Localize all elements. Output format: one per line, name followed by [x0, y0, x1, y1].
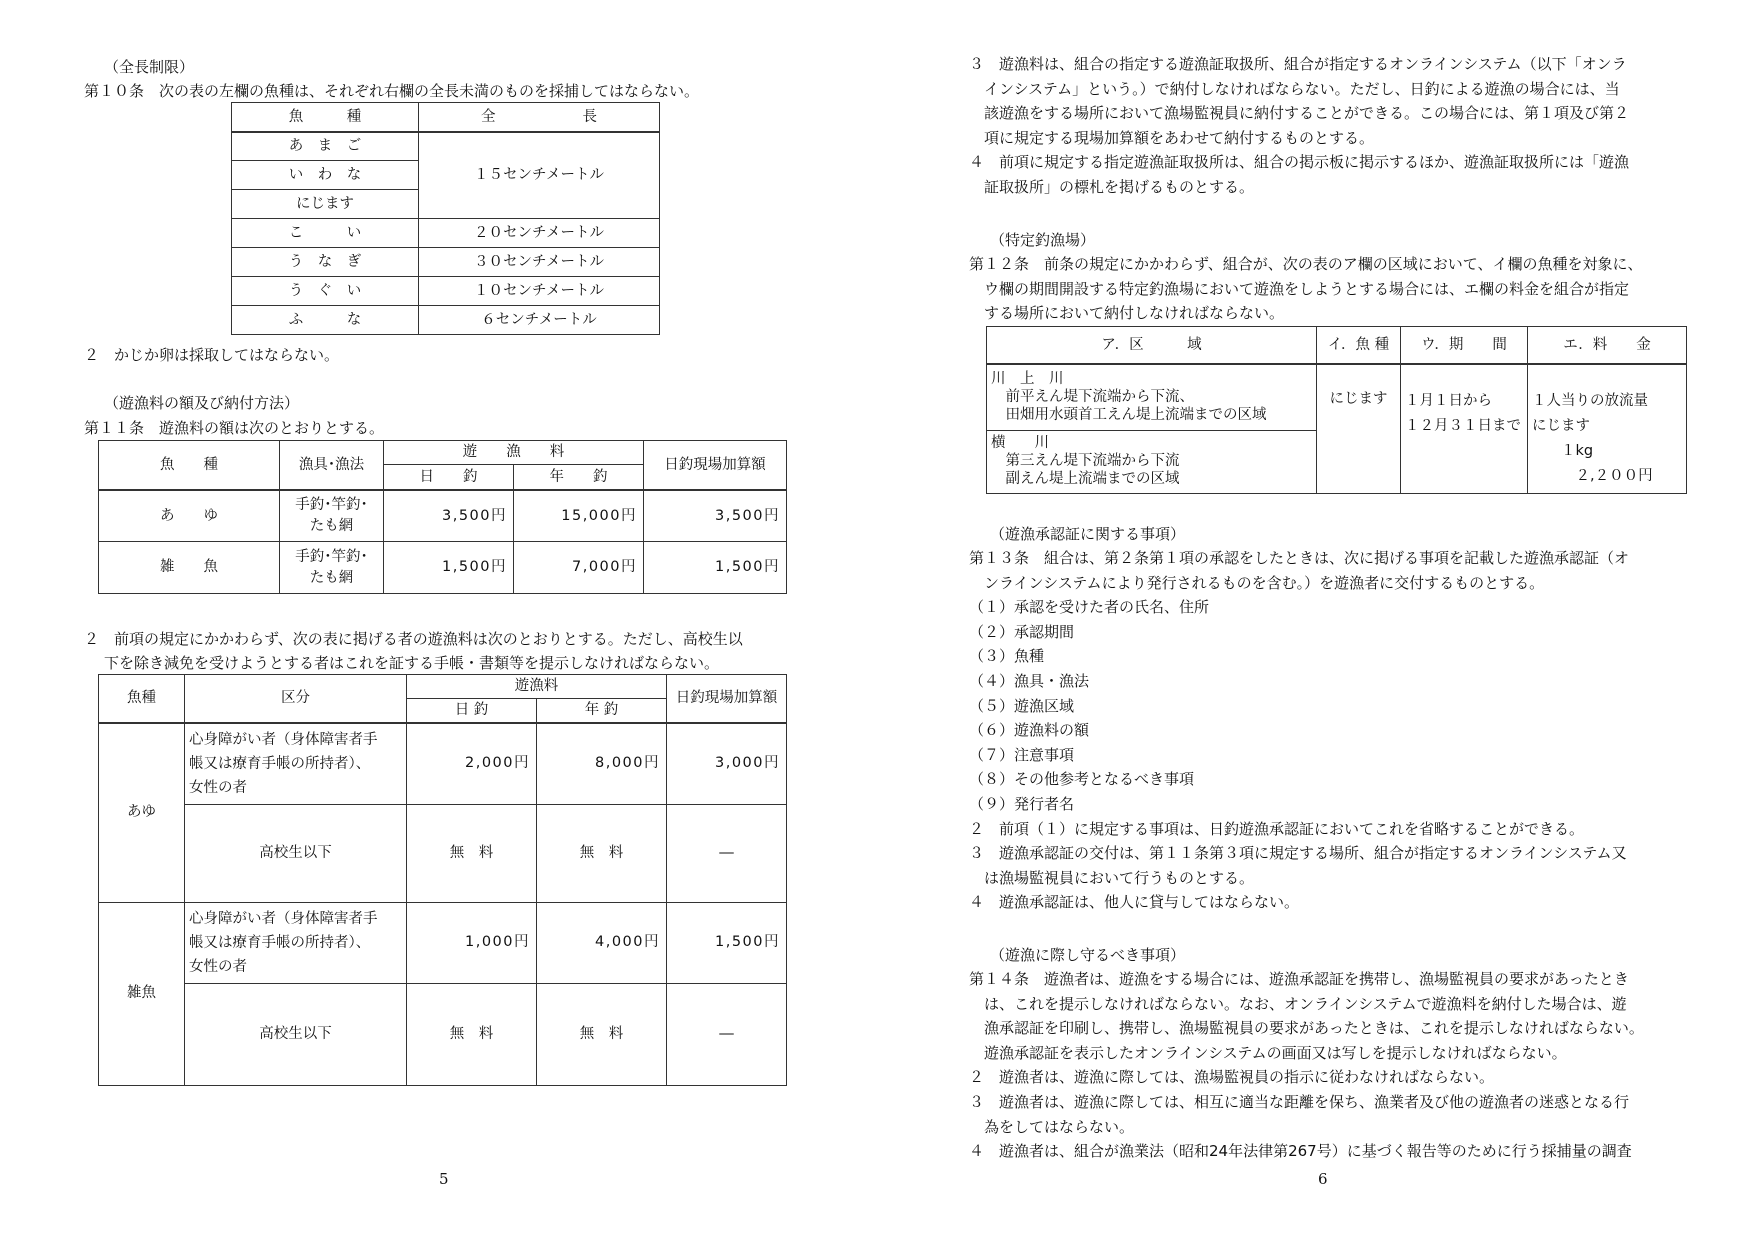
- category-cell: 心身障がい者（身体障害者手 帳又は療育手帳の所持者）、 女性の者: [185, 902, 407, 983]
- species-cell: こ い: [232, 219, 419, 248]
- header-length: 全 長: [419, 103, 660, 132]
- art11-para2-line2: 下を除き減免を受けようとする者はこれを証する手帳・書類等を提示しなければならない。: [104, 654, 720, 672]
- category-cell: 高校生以下: [185, 983, 407, 1085]
- header-daily: 日 釣: [407, 699, 537, 723]
- length-cell: ６センチメートル: [419, 306, 660, 335]
- annual-fee-cell: 無 料: [537, 804, 667, 902]
- art14-text: 第１４条 遊漁者は、遊漁をする場合には、遊漁承認証を携帯し、漁場監視員の要求があったとき は、これを提示しなければならない。なお、オンラインシステムで遊漁料を納付した場合は、遊 漁承認証を印刷し、携帯し、漁場監視員の要求があったときは、これを提示しなければならない。 遊漁承認証を表示したオンラインシステムの画面又は写しを提示しなければならない。 ２ 遊漁者は、遊漁に際しては、漁場監視員の指示に従わなければならない。 ３ 遊漁者は、遊漁に際しては、相互に適当な距離を保ち、漁業者及び他の遊漁者の迷惑となる行 為をしてはならない。 ４ 遊漁者は、組合が漁業法（昭和24年法律第267号）に基づく報告等のために行う採捕量の調査: [969, 970, 1644, 1161]
- art11-reduction-table: [98, 674, 787, 1086]
- extra-fee-cell: 3,000円: [667, 723, 787, 805]
- length-cell: １０センチメートル: [419, 277, 660, 306]
- art11-text: 第１１条 遊漁料の額は次のとおりとする。: [84, 419, 385, 437]
- species-cell: あ ま ご: [232, 132, 419, 161]
- list-item: （９）発行者名: [969, 794, 1075, 813]
- daily-fee-cell: 2,000円: [407, 723, 537, 805]
- header-fee: 遊 漁 料: [384, 441, 644, 465]
- table-row: [99, 804, 787, 902]
- header-category: 区分: [185, 675, 407, 723]
- header-period: ウ．期 間: [1401, 327, 1528, 364]
- species-cell: にじます: [232, 190, 419, 219]
- art10-para2: ２ かじか卵は採取してはならない。: [84, 346, 340, 364]
- fee-cell: １人当りの放流量 にじます １kg ２,２００円: [1528, 364, 1687, 494]
- art14-heading: （遊漁に際し守るべき事項）: [990, 946, 1186, 964]
- period-cell: １月１日から １２月３１日まで: [1401, 364, 1528, 494]
- extra-fee-cell: ―: [667, 804, 787, 902]
- gear-cell: 手釣･竿釣･ たも網: [280, 542, 384, 594]
- art12-special-area-table: [986, 326, 1687, 494]
- list-item: （５）遊漁区域: [969, 696, 1075, 715]
- table-row: [987, 364, 1687, 431]
- table-row: [99, 983, 787, 1085]
- list-item: （７）注意事項: [969, 745, 1075, 764]
- species-cell: 雑魚: [99, 902, 185, 1085]
- category-cell: 心身障がい者（身体障害者手 帳又は療育手帳の所持者）、 女性の者: [185, 723, 407, 805]
- header-gear: 漁具･漁法: [280, 441, 384, 490]
- art11-fee-table: [98, 440, 787, 594]
- length-cell: １５センチメートル: [419, 132, 660, 219]
- art11-heading: （遊漁料の額及び納付方法）: [104, 394, 300, 412]
- header-species: 魚 種: [232, 103, 419, 132]
- category-cell: 高校生以下: [185, 804, 407, 902]
- list-item: （８）その他参考となるべき事項: [969, 770, 1195, 789]
- header-fee: エ．料 金: [1528, 327, 1687, 364]
- extra-fee-cell: 1,500円: [667, 902, 787, 983]
- area-cell: 川 上 川 前平えん堤下流端から下流、 田畑用水頭首工えん堤上流端までの区域: [987, 364, 1317, 431]
- daily-fee-cell: 1,000円: [407, 902, 537, 983]
- art12-text: 第１２条 前条の規定にかかわらず、組合が、次の表のア欄の区域において、イ欄の魚種を対象に、 ウ欄の期間開設する特定釣漁場において遊漁をしようとする場合には、エ欄の料金を組合が指定 する場所において納付しなければならない。: [969, 255, 1643, 323]
- header-extra: 日釣現場加算額: [644, 441, 787, 490]
- header-daily: 日 釣: [384, 465, 514, 490]
- table-row: [99, 490, 787, 542]
- species-cell: 雑 魚: [99, 542, 280, 594]
- page-number-left: 5: [439, 1170, 449, 1188]
- species-cell: あゆ: [99, 723, 185, 903]
- annual-fee-cell: 無 料: [537, 983, 667, 1085]
- species-cell: にじます: [1317, 364, 1401, 494]
- annual-fee-cell: 7,000円: [514, 542, 644, 594]
- extra-fee-cell: ―: [667, 983, 787, 1085]
- art13-heading: （遊漁承認証に関する事項）: [990, 525, 1186, 543]
- species-cell: う ぐ い: [232, 277, 419, 306]
- art11-para2-line1: ２ 前項の規定にかかわらず、次の表に掲げる者の遊漁料は次のとおりとする。ただし、高校生以: [84, 630, 743, 648]
- daily-fee-cell: 3,500円: [384, 490, 514, 542]
- daily-fee-cell: 無 料: [407, 983, 537, 1085]
- daily-fee-cell: 1,500円: [384, 542, 514, 594]
- length-cell: ３０センチメートル: [419, 248, 660, 277]
- art10-length-table: [231, 102, 660, 335]
- header-area: ア．区 域: [987, 327, 1317, 364]
- art10-heading: （全長制限）: [104, 58, 195, 76]
- table-row: [99, 902, 787, 983]
- header-fee: 遊漁料: [407, 675, 667, 699]
- list-item: （３）魚種: [969, 647, 1045, 666]
- species-cell: あ ゆ: [99, 490, 280, 542]
- art11-continued: ３ 遊漁料は、組合の指定する遊漁証取扱所、組合が指定するオンラインシステム（以下「オンラ インシステム」という。）で納付しなければならない。ただし、日釣による遊漁の場合には、当 該遊漁をする場所において漁場監視員に納付することができる。この場合には、第１項及び第２ 項に規定する現場加算額をあわせて納付するものとする。 ４ 前項に規定する指定遊漁証取扱所は、組合の掲示板に掲示するほか、遊漁証取扱所には「遊漁 証取扱所」の標札を掲げるものとする。: [969, 55, 1630, 196]
- area-cell: 横 川 第三えん堤下流端から下流 副えん堤上流端までの区域: [987, 431, 1317, 494]
- species-cell: う な ぎ: [232, 248, 419, 277]
- list-item: （１）承認を受けた者の氏名、住所: [969, 598, 1210, 617]
- header-annual: 年 釣: [537, 699, 667, 723]
- gear-cell: 手釣･竿釣･ たも網: [280, 490, 384, 542]
- list-item: （４）漁具・漁法: [969, 671, 1090, 690]
- list-item: （２）承認期間: [969, 622, 1075, 641]
- species-cell: ふ な: [232, 306, 419, 335]
- art10-text: 第１０条 次の表の左欄の魚種は、それぞれ右欄の全長未満のものを採捕してはならない。: [84, 82, 700, 100]
- header-annual: 年 釣: [514, 465, 644, 490]
- header-species: 魚種: [99, 675, 185, 723]
- annual-fee-cell: 4,000円: [537, 902, 667, 983]
- table-row: [99, 723, 787, 805]
- extra-fee-cell: 1,500円: [644, 542, 787, 594]
- annual-fee-cell: 8,000円: [537, 723, 667, 805]
- species-cell: い わ な: [232, 161, 419, 190]
- extra-fee-cell: 3,500円: [644, 490, 787, 542]
- header-species: 魚 種: [99, 441, 280, 490]
- length-cell: ２０センチメートル: [419, 219, 660, 248]
- art13-text: 第１３条 組合は、第２条第１項の承認をしたときは、次に掲げる事項を記載した遊漁承認証（オ ンラインシステムにより発行されるものを含む。）を遊漁者に交付するものとする。 （１）承認を受けた者の氏名、住所 （２）承認期間 （３）魚種 （４）漁具・漁法 （５）遊漁区域 （６）遊漁料の額 （７）注意事項 （８）その他参考となるべき事項 （９）発行者名 ２ 前項（１）に規定する事項は、日釣遊漁承認証においてこれを省略することができる。 ３ 遊漁承認証の交付は、第１１条第３項に規定する場所、組合が指定するオンラインシステム又 は漁場監視員において行うものとする。 ４ 遊漁承認証は、他人に貸与してはならない。: [969, 546, 1717, 915]
- table-row: [99, 542, 787, 594]
- header-extra: 日釣現場加算額: [667, 675, 787, 723]
- list-item: （６）遊漁料の額: [969, 721, 1090, 740]
- page-number-right: 6: [1318, 1170, 1328, 1188]
- daily-fee-cell: 無 料: [407, 804, 537, 902]
- art12-heading: （特定釣漁場）: [990, 231, 1096, 249]
- annual-fee-cell: 15,000円: [514, 490, 644, 542]
- header-species: イ．魚 種: [1317, 327, 1401, 364]
